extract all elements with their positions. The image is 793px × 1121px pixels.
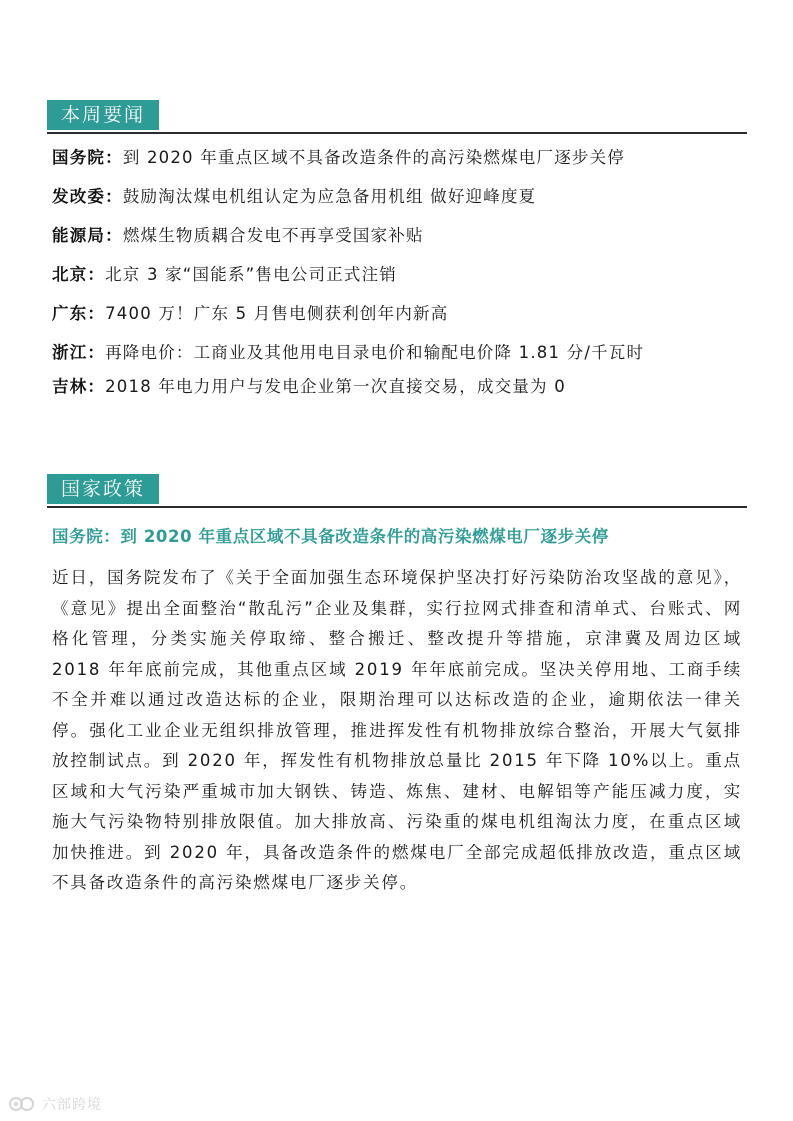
news-headline: 北京 3 家“国能系”售电公司正式注销 (105, 265, 397, 284)
news-headline: 7400 万！广东 5 月售电侧获利创年内新高 (105, 304, 449, 323)
watermark-text: 六部跨境 (42, 1097, 102, 1113)
watermark (8, 1092, 102, 1116)
article-body: 近日，国务院发布了《关于全面加强生态环境保护坚决打好污染防治攻坚战的意见》，《意见》提出全面整治“散乱污”企业及集群，实行拉网式排查和清单式、台账式、网格化管理，分类实施关停取缔、整合搬迁、整改提升等措施，京津冀及周边区域 2018 年年底前完成，其他重点区域 2019 年年底前完成。坚决关停用地、工商手续不全并难以通过改造达标的企业，限期治理可以达标改造的企业，逾期依法一律关停。强化工业企业无组织排放管理，推进挥发性有机物排放综合整治，开展大气氨排放控制试点。到 2020 年，挥发性有机物排放总量比 2015 年下降 10%以上。重点区域和大气污染严重城市加大钢铁、铸造、炼焦、建材、电解铝等产能压减力度，实施大气污染物特别排放限值。加大排放高、污染重的煤电机组淘汰力度，在重点区域加快推进。到 2020 年，具备改造条件的燃煤电厂全部完成超低排放改造，重点区域不具备改造条件的高污染燃煤电厂逐步关停。 (52, 568, 742, 892)
article-title: 国务院：到 2020 年重点区域不具备改造条件的高污染燃煤电厂逐步关停 (52, 527, 609, 546)
news-source: 能源局： (52, 226, 123, 245)
watermark-logo-icon (8, 1094, 36, 1114)
news-list (52, 146, 742, 414)
news-item (52, 302, 742, 326)
news-headline: 2018 年电力用户与发电企业第一次直接交易，成交量为 0 (105, 377, 566, 396)
news-item (52, 224, 742, 248)
news-source: 广东： (52, 304, 106, 323)
news-headline: 到 2020 年重点区域不具备改造条件的高污染燃煤电厂逐步关停 (122, 148, 625, 167)
news-source: 北京： (52, 265, 106, 284)
news-source: 发改委： (52, 187, 123, 206)
section-header-news (47, 100, 747, 134)
news-source: 吉林： (52, 377, 106, 396)
news-item (52, 263, 742, 287)
section-label-policy: 国家政策 (47, 474, 159, 504)
news-item (52, 146, 742, 170)
news-source: 国务院： (52, 148, 123, 167)
news-item (52, 375, 742, 399)
section-label-news: 本周要闻 (47, 100, 159, 130)
news-headline: 再降电价：工商业及其他用电目录电价和输配电价降 1.81 分/千瓦时 (105, 343, 645, 362)
news-source: 浙江： (52, 343, 106, 362)
news-item (52, 185, 742, 209)
news-headline: 鼓励淘汰煤电机组认定为应急备用机组 做好迎峰度夏 (122, 187, 537, 206)
news-item (52, 341, 742, 365)
section-header-policy (47, 474, 747, 508)
news-headline: 燃煤生物质耦合发电不再享受国家补贴 (122, 226, 424, 245)
